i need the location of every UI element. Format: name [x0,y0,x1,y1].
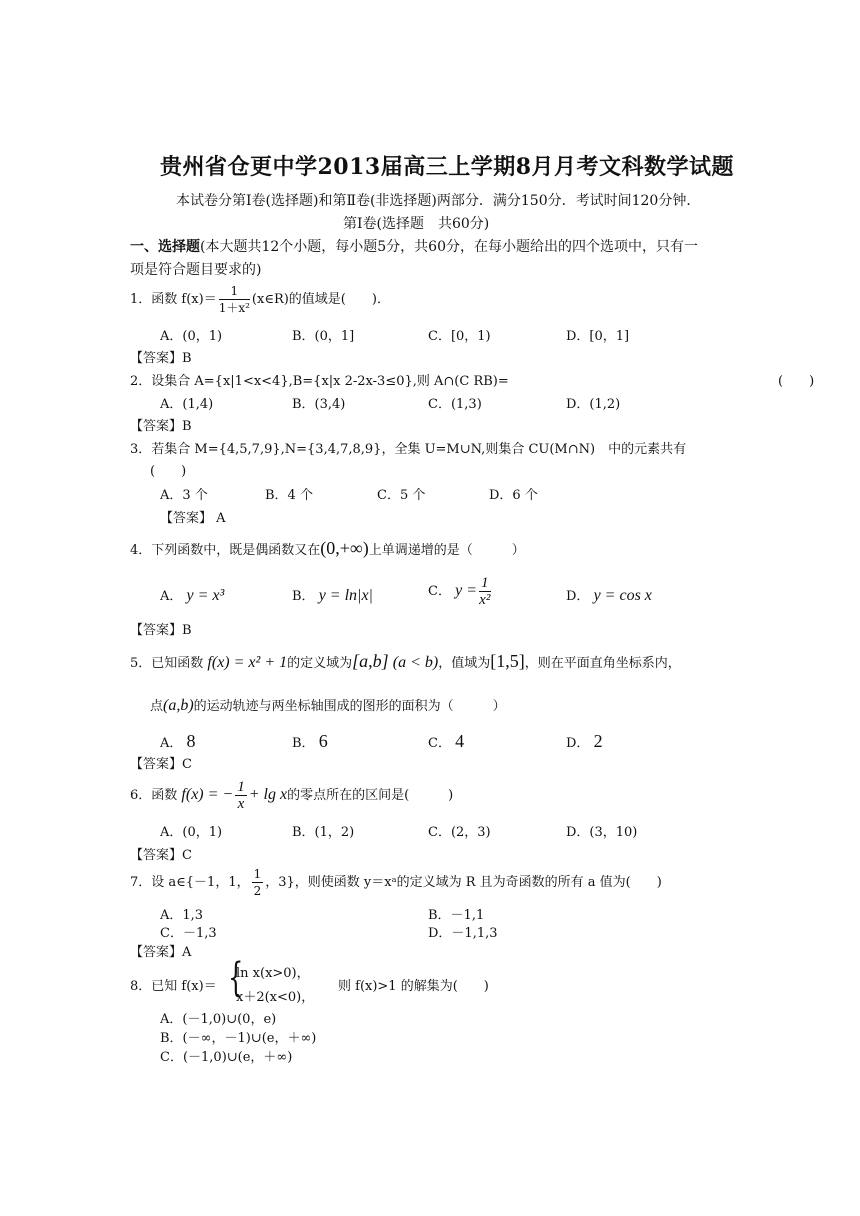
q4-interval: (0,+∞) [320,538,369,558]
q1-option-c: C．[0，1) [428,329,491,344]
q3-option-d: D．6 个 [489,488,538,503]
q4-option-a [160,585,224,605]
q5-stem-post: ，则在平面直角坐标系内， [524,656,681,671]
q5-stem-mid1: 的定义域为 [287,656,353,671]
question-7 [130,866,662,900]
q6-stem-pre: 6．函数 [130,788,178,803]
q8-option-c: C．(－1,0)∪(e，＋∞) [160,1050,293,1065]
q1-fraction [219,283,250,316]
q8-case-2: x＋2(x<0)， [236,990,315,1005]
q7-stem-post: ，3}，则使函数 y＝xᵃ的定义域为 R 且为奇函数的所有 a 值为( ) [265,875,662,890]
q4-option-d [566,585,652,605]
q6-option-b: B．(1，2) [292,825,355,840]
q7-fraction [252,866,264,899]
q5-stem-mid2: ，值域为 [438,656,491,671]
q6-option-d: D．(3，10) [566,825,638,840]
q3-option-a: A．3 个 [160,488,208,503]
q7-numerator: 1 [253,867,262,881]
q5-point: (a,b) [163,697,194,714]
q3-stem: 3．若集合 M={4,5,7,9},N={3,4,7,8,9}，全集 U=M∪N,则集合 CU(M∩N) 中的元素共有 [130,442,687,457]
q5-domain: [a,b] [352,651,389,671]
section-heading-line1 [130,236,698,256]
q2-answer-paren: ( ) [778,374,815,389]
q4-option-a-expr: y = x³ [186,587,225,604]
q1-stem-post: (x∈R)的值域是( )． [251,292,390,307]
q5-answer: 【答案】C [130,757,192,772]
q7-stem-pre: 7．设 a∈{－1，1， [130,875,250,890]
q8-case-1: ln x(x>0)， [236,966,310,981]
q5-line2-pre: 点 [150,699,164,714]
q1-stem-pre: 1．函数 f(x)＝ [130,292,217,307]
q2-option-a: A．(1,4) [160,397,214,412]
q5-option-c [428,731,464,752]
q4-option-c-label: C． [428,584,451,599]
q1-option-d: D．[0，1] [566,329,630,344]
q4-option-a-label: A． [160,589,183,604]
part-one-heading: 第Ⅰ卷(选择题 共60分) [343,216,490,232]
q4-option-c-num: 1 [481,575,489,591]
section-heading: 一、选择题 [130,239,200,255]
q4-option-c [428,572,493,611]
question-1 [130,283,390,317]
q7-answer: 【答案】A [130,945,192,960]
q1-option-a: A．(0，1) [160,329,223,344]
q5-option-d-value: 2 [593,731,603,751]
q6-stem-post: 的零点所在的区间是( ) [287,788,454,803]
q5-option-b-value: 6 [318,731,328,751]
q4-option-d-expr: y = cos x [593,587,652,604]
question-5-line2 [150,695,506,718]
q1-answer: 【答案】B [130,351,192,366]
q3-answer-paren: ( ) [150,464,187,479]
q5-option-b-label: B． [292,736,315,751]
q2-option-c: C．(1,3) [428,397,482,412]
q8-brace: { [228,955,244,1001]
q5-option-a-value: 8 [186,731,196,751]
q3-answer: 【答案】 A [160,511,226,526]
q5-condition: (a < b) [392,654,439,671]
section-description-1: (本大题共12个小题，每小题5分，共60分，在每小题给出的四个选项中，只有一 [200,239,698,255]
q6-numerator: 1 [237,779,245,795]
q7-option-c: C．－1,3 [160,926,217,941]
q6-function-pre: f(x) = − [181,786,234,803]
q4-option-b-label: B． [292,589,315,604]
q5-option-c-label: C． [428,736,451,751]
q1-option-b: B．(0，1] [292,329,355,344]
q6-answer: 【答案】C [130,848,192,863]
q4-option-c-fraction [479,575,491,608]
q5-stem-pre: 5．已知函数 [130,656,204,671]
q8-option-b: B．(－∞，－1)∪(e，＋∞) [160,1031,317,1046]
q5-range: [1,5] [490,651,525,671]
q5-option-a [160,731,196,752]
q4-stem-pre: 4．下列函数中，既是偶函数又在 [130,543,321,558]
q6-denominator: x [237,796,245,812]
q5-option-d [566,731,603,752]
q4-option-b [292,585,373,605]
question-4 [130,537,525,562]
question-6 [130,776,453,815]
q5-option-d-label: D． [566,736,590,751]
q5-function: f(x) = x² + 1 [207,654,288,671]
q2-stem: 2．设集合 A={x|1<x<4},B={x|x 2-2x-3≤0},则 A∩(C RB)= [130,374,509,389]
q5-option-a-label: A． [160,736,183,751]
q6-option-c: C．(2，3) [428,825,491,840]
q4-option-b-expr: y = ln|x| [318,587,373,604]
q1-numerator: 1 [219,283,250,300]
q7-option-a: A．1,3 [160,908,204,923]
q4-option-d-label: D． [566,589,590,604]
q8-option-a: A．(－1,0)∪(0，e) [160,1012,277,1027]
q3-option-c: C．5 个 [377,488,426,503]
q5-option-c-value: 4 [455,731,465,751]
q4-answer: 【答案】B [130,623,192,638]
q5-line2-post: 的运动轨迹与两坐标轴围成的图形的面积为（ ） [193,699,506,714]
q2-option-d: D．(1,2) [566,397,621,412]
q4-stem-post: 上单调递增的是（ ） [368,543,525,558]
q4-option-c-den: x² [479,592,491,608]
q6-fraction [235,779,247,812]
exam-intro: 本试卷分第Ⅰ卷(选择题)和第Ⅱ卷(非选择题)两部分．满分150分．考试时间120分钟． [176,193,701,209]
q4-option-c-pre: y = [455,582,477,599]
q5-option-b [292,731,328,752]
q7-option-b: B．－1,1 [428,908,485,923]
q7-denominator: 2 [253,884,262,898]
q7-option-d: D．－1,1,3 [428,926,498,941]
document-title: 贵州省仓更中学2013届高三上学期8月月考文科数学试题 [160,154,735,180]
q3-option-b: B．4 个 [265,488,313,503]
q6-function-post: + lg x [248,786,288,803]
q1-denominator: 1＋x² [218,301,250,315]
q8-stem-post: 则 f(x)>1 的解集为( ) [338,979,489,994]
q8-stem-pre: 8．已知 f(x)＝ [130,979,217,994]
q6-option-a: A．(0，1) [160,825,223,840]
question-5-line1 [130,650,681,675]
section-description-2: 项是符合题目要求的) [130,262,262,278]
q2-option-b: B．(3,4) [292,397,346,412]
q2-answer: 【答案】B [130,419,192,434]
